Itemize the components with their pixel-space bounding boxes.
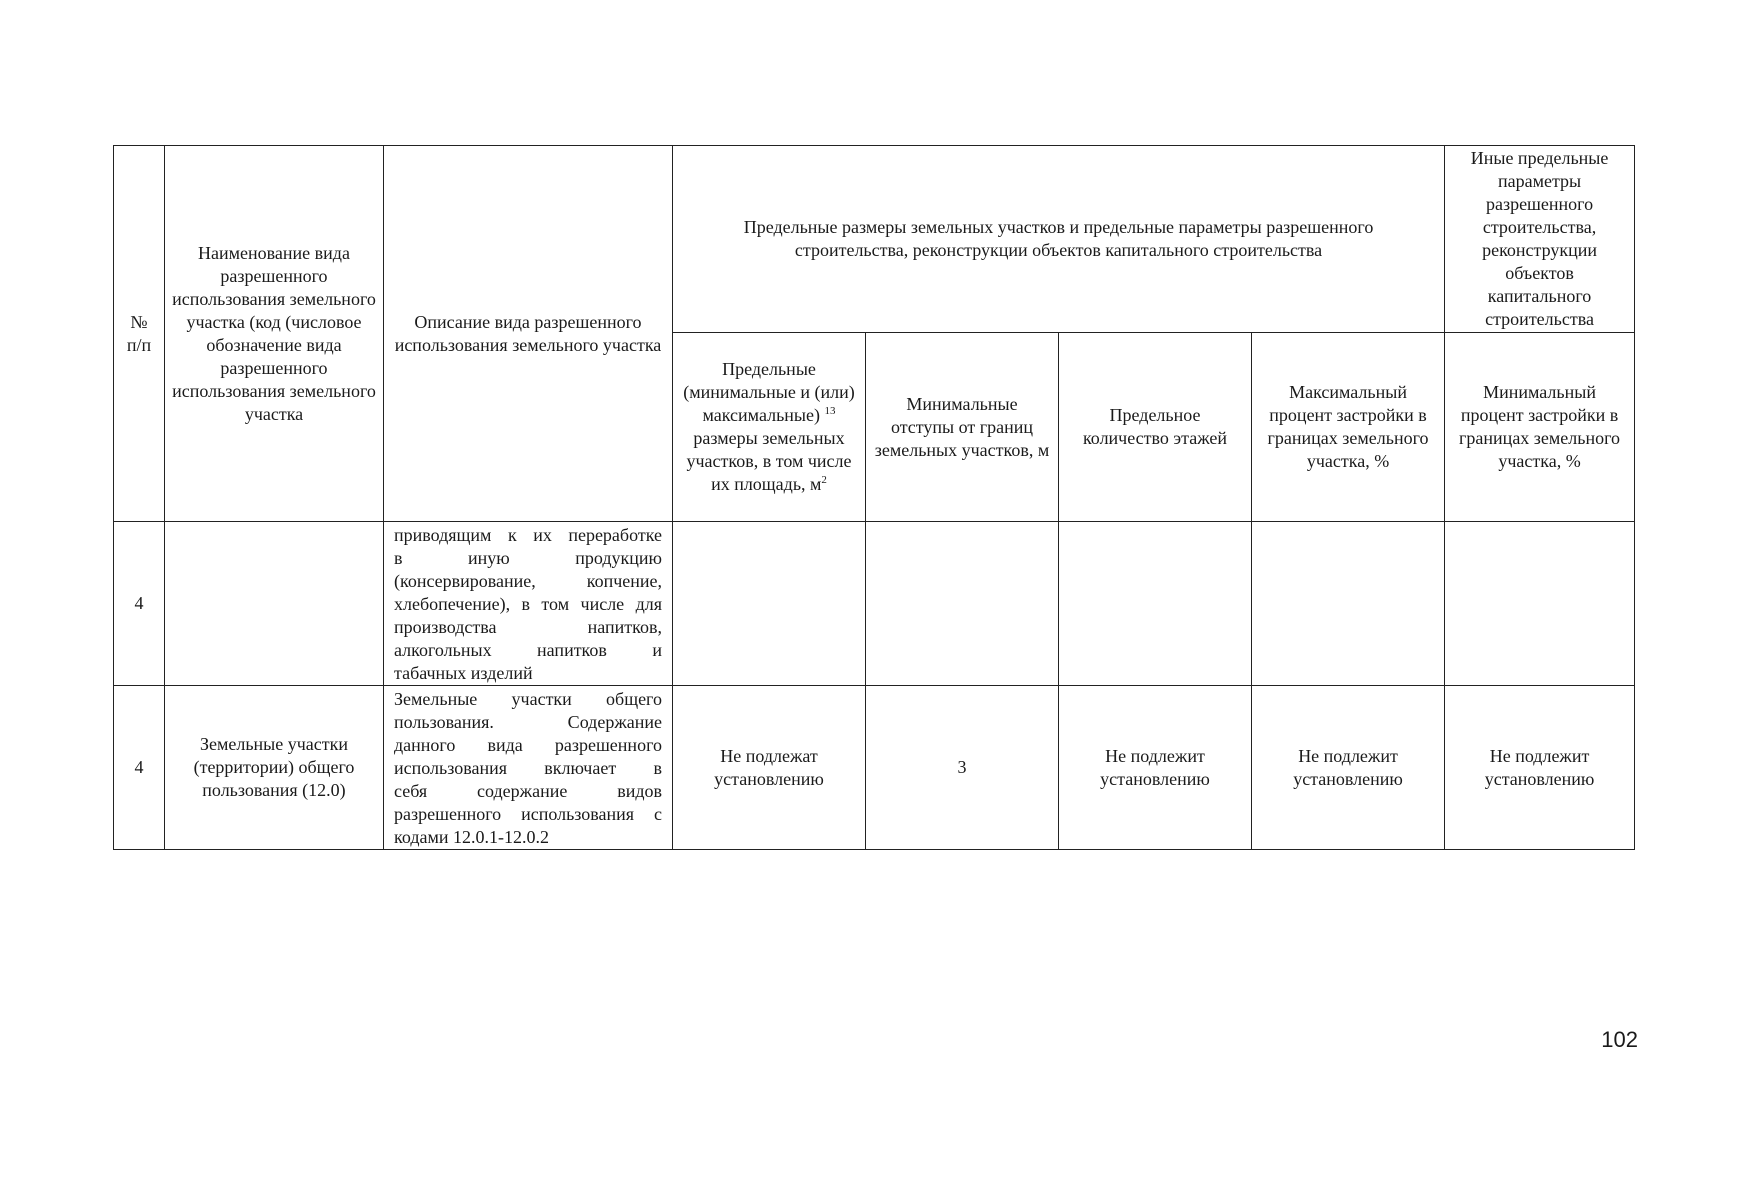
description-line: хлебопечение), в том числе для [394, 594, 662, 614]
row-max-percent: Не подлежит установлению [1252, 686, 1445, 850]
header-row-top [114, 146, 1635, 333]
row-min-percent [1445, 522, 1635, 686]
header-num: № п/п [114, 146, 165, 522]
header-setbacks: Минимальные отступы от границ земельных участков, м [866, 333, 1059, 522]
row-setbacks: 3 [866, 686, 1059, 850]
row-num: 4 [114, 686, 165, 850]
description-line: (консервирование, копчение, [394, 571, 662, 591]
header-use-name: Наименование вида разрешенного использования земельного участка (код (числовое обозначение вида разрешенного использования земельного участка [165, 146, 384, 522]
description-line: табачных изделий [394, 663, 533, 683]
header-min-percent: Минимальный процент застройки в границах земельного участка, % [1445, 333, 1635, 522]
header-use-description: Описание вида разрешенного использования земельного участка [384, 146, 673, 522]
table-row [114, 522, 1635, 686]
row-floors [1059, 522, 1252, 686]
description-line: Земельные участки общего [394, 689, 662, 709]
table-row [114, 686, 1635, 850]
row-max-percent [1252, 522, 1445, 686]
description-line: кодами 12.0.1-12.0.2 [394, 827, 549, 847]
row-plot-sizes [673, 522, 866, 686]
description-line: разрешенного использования с [394, 804, 662, 824]
description-line: себя содержание видов [394, 781, 662, 801]
description-line: производства напитков, [394, 617, 662, 637]
row-floors: Не подлежит установлению [1059, 686, 1252, 850]
description-line: данного вида разрешенного [394, 735, 662, 755]
header-plot-sizes-tail: размеры земельных участков, в том числе их площадь, м [686, 428, 852, 494]
row-use-description [384, 522, 673, 686]
header-plot-sizes [673, 333, 866, 522]
row-use-description [384, 686, 673, 850]
row-min-percent: Не подлежит установлению [1445, 686, 1635, 850]
header-max-percent: Максимальный процент застройки в границах земельного участка, % [1252, 333, 1445, 522]
regulations-table [113, 145, 1635, 850]
row-use-name [165, 522, 384, 686]
description-line: пользования. Содержание [394, 712, 662, 732]
header-limits-group: Предельные размеры земельных участков и предельные параметры разрешенного строительства, реконструкции объектов капитального строительства [673, 146, 1445, 333]
page-number: 102 [1601, 1027, 1638, 1052]
unit-superscript: 2 [821, 474, 827, 486]
description-line: использования включает в [394, 758, 662, 778]
header-floors: Предельное количество этажей [1059, 333, 1252, 522]
row-use-name: Земельные участки (территории) общего пользования (12.0) [165, 686, 384, 850]
footnote-ref: 13 [824, 405, 836, 417]
description-line: в иную продукцию [394, 548, 662, 568]
row-num: 4 [114, 522, 165, 686]
header-other-params: Иные предельные параметры разрешенного строительства, реконструкции объектов капитального строительства [1445, 146, 1635, 333]
header-plot-sizes-text: Предельные (минимальные и (или) максимальные) [683, 359, 855, 425]
description-line: алкогольных напитков и [394, 640, 662, 660]
row-plot-sizes: Не подлежат установлению [673, 686, 866, 850]
row-setbacks [866, 522, 1059, 686]
description-line: приводящим к их переработке [394, 525, 662, 545]
